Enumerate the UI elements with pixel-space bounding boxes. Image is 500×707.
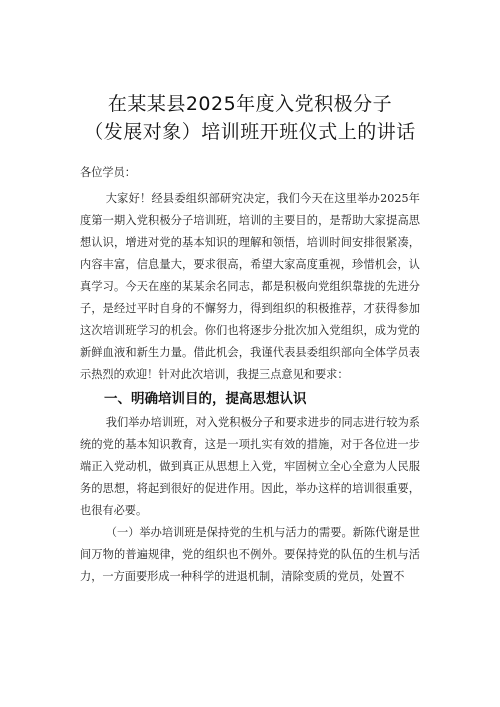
title-line-2: （发展对象）培训班开班仪式上的讲话: [84, 121, 416, 143]
salutation: 各位学员：: [80, 166, 136, 179]
section-heading-1: 一、明确培训目的，提高思想认识: [104, 391, 307, 407]
page-title: [0, 90, 500, 146]
document-body: [80, 162, 420, 588]
paragraph-subpoint-1: （一）举办培训班是保持党的生机与活力的需要。新陈代谢是世间万物的普遍规律，党的组织也不例外。要保持党的队伍的生机与活力，一方面要形成一种科学的进退机制，清除变质的党员，处置不: [80, 526, 420, 583]
paragraph-purpose: 我们举办培训班，对入党积极分子和要求进步的同志进行较为系统的党的基本知识教育，这是一项扎实有效的措施，对于各位进一步端正入党动机，做到真正从思想上入党，牢固树立全心全意为人民服务的思想，将起到很好的促进作用。因此，举办这样的培训很重要，也很有必要。: [80, 416, 420, 517]
title-line-1: 在某某县2025年度入党积极分子: [107, 93, 393, 115]
paragraph-greeting: 大家好！经县委组织部研究决定，我们今天在这里举办2025年度第一期入党积极分子培训班，培训的主要目的，是帮助大家提高思想认识，增进对党的基本知识的理解和领悟，培训时间安排很紧凑，内容丰富，信息量大，要求很高，希望大家高度重视，珍惜机会，认真学习。今天在座的某某余名同志，都是积极向党组织靠拢的先进分子，是经过平时自身的不懈努力，得到组织的积极推荐，才获得参加这次培训班学习的机会。你们也将逐步分批次加入党组织，成为党的新鲜血液和新生力量。借此机会，我谨代表县委组织部向全体学员表示热烈的欢迎！针对此次培训，我提三点意见和要求：: [80, 192, 420, 381]
